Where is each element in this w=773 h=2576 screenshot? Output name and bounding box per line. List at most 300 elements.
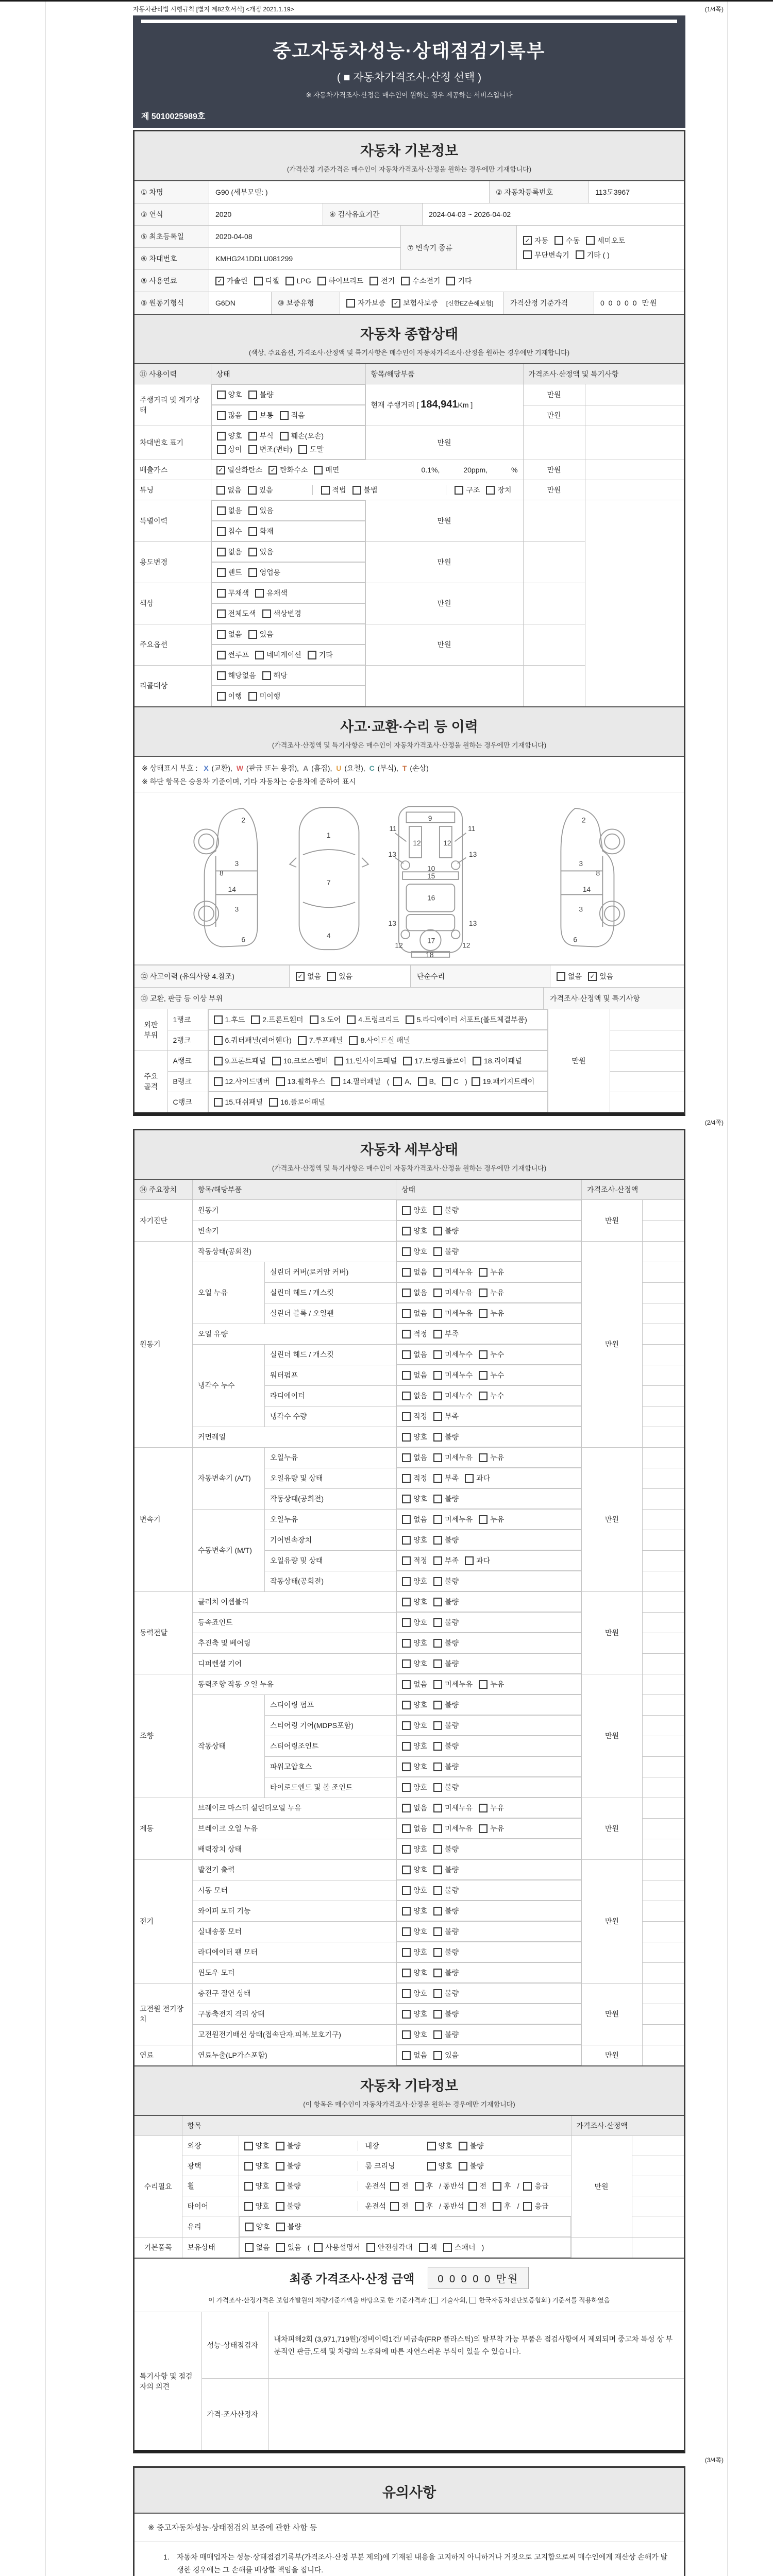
checkbox-label: 없음 bbox=[413, 1392, 428, 1400]
checkbox-19.패키지트레이[interactable] bbox=[472, 1076, 535, 1087]
checkbox-훼손(오손)[interactable] bbox=[280, 431, 324, 441]
checkbox-전체도색[interactable] bbox=[217, 608, 256, 619]
checkbox-불량[interactable] bbox=[276, 2201, 301, 2211]
checkbox-가솔린[interactable] bbox=[215, 276, 248, 286]
checkbox-10.크로스멤버[interactable] bbox=[272, 1056, 328, 1066]
checkbox-미세누유[interactable] bbox=[433, 1452, 473, 1463]
checkbox-label: 불량 bbox=[445, 1659, 459, 1668]
checkbox-기타[interactable] bbox=[446, 276, 472, 286]
checkbox-없음[interactable] bbox=[402, 1514, 427, 1524]
checkbox-적정[interactable] bbox=[402, 1555, 427, 1566]
checkbox-양호[interactable] bbox=[402, 1576, 427, 1586]
checkbox-누수[interactable] bbox=[479, 1370, 504, 1380]
checkbox-자동[interactable] bbox=[523, 235, 548, 246]
item-label: 원동기 bbox=[193, 1200, 396, 1221]
checkbox-box bbox=[433, 1206, 442, 1215]
checkbox-box bbox=[255, 589, 264, 598]
checkbox-불량[interactable] bbox=[433, 1535, 459, 1545]
cleaning-checks bbox=[427, 2161, 490, 2171]
checkbox-8.사이드실 패널[interactable] bbox=[349, 1035, 410, 1045]
checkbox-없음[interactable] bbox=[402, 1267, 427, 1277]
checkbox-디젤[interactable] bbox=[254, 276, 279, 286]
checkbox-전[interactable] bbox=[468, 2181, 487, 2191]
polish-checks bbox=[244, 2161, 358, 2171]
checkbox-누유[interactable] bbox=[479, 1679, 504, 1689]
checkbox-기타[interactable] bbox=[308, 650, 333, 660]
checkbox-18.리어패널[interactable] bbox=[473, 1056, 522, 1066]
price-note-cell bbox=[643, 1798, 684, 1818]
checkbox-1.후드[interactable] bbox=[214, 1014, 245, 1025]
checkbox-양호[interactable] bbox=[402, 1844, 427, 1854]
price-note-cell bbox=[643, 1241, 684, 1262]
checkbox-불량[interactable] bbox=[433, 1865, 459, 1875]
checkbox-미세누유[interactable] bbox=[433, 1803, 473, 1813]
checkbox-양호[interactable] bbox=[402, 2009, 427, 2019]
checkbox-과다[interactable] bbox=[465, 1555, 490, 1566]
checkbox-수동[interactable] bbox=[554, 235, 580, 246]
checkbox-변조(변타)[interactable] bbox=[248, 444, 292, 454]
checkbox-불량[interactable] bbox=[433, 1617, 459, 1628]
checkbox-누유[interactable] bbox=[479, 1514, 504, 1524]
state-checks bbox=[396, 1818, 581, 1839]
checkbox-box bbox=[402, 1783, 411, 1792]
checkbox-label: 양호 bbox=[413, 1845, 428, 1853]
checkbox-누유[interactable] bbox=[479, 1452, 504, 1463]
checkbox-불량[interactable] bbox=[433, 1576, 459, 1586]
checkbox-상이[interactable] bbox=[217, 444, 242, 454]
checkbox-label: 미세누유 bbox=[445, 1289, 473, 1297]
checkbox-2.프론트휀더[interactable] bbox=[251, 1014, 303, 1025]
checkbox-응급[interactable] bbox=[523, 2181, 548, 2191]
checkbox-없음[interactable] bbox=[402, 1823, 427, 1834]
checkbox-label: 전기 bbox=[381, 277, 395, 285]
checkbox-box: ✓ bbox=[588, 972, 597, 981]
checkbox-없음[interactable] bbox=[402, 2050, 427, 2060]
checkbox-미세누유[interactable] bbox=[433, 1267, 473, 1277]
checkbox-box bbox=[402, 1474, 411, 1483]
checkbox-화재[interactable] bbox=[248, 526, 274, 536]
checkbox-LPG[interactable] bbox=[285, 277, 311, 285]
checkbox-label: 하이브리드 bbox=[328, 277, 364, 285]
checkbox-양호[interactable] bbox=[402, 1226, 427, 1236]
checkbox-없음[interactable] bbox=[402, 1391, 427, 1401]
checkbox-적정[interactable] bbox=[402, 1411, 427, 1421]
checkbox-부족[interactable] bbox=[433, 1473, 459, 1483]
checkbox-box bbox=[433, 1783, 442, 1792]
checkbox-label: 양호 bbox=[413, 1598, 428, 1606]
check-group-text: 운전석 bbox=[365, 2182, 386, 2190]
checkbox-적법[interactable] bbox=[321, 485, 346, 495]
checkbox-있음[interactable] bbox=[276, 2242, 301, 2252]
checkbox-미이행[interactable] bbox=[248, 691, 281, 701]
checkbox-미세누유[interactable] bbox=[433, 1514, 473, 1524]
checkbox-누수[interactable] bbox=[479, 1391, 504, 1401]
checkbox-box bbox=[554, 236, 563, 245]
document bbox=[133, 2, 724, 2576]
checkbox-양호[interactable] bbox=[402, 1885, 427, 1895]
checkbox-양호[interactable] bbox=[402, 2029, 427, 2040]
checkbox-7.루프패널[interactable] bbox=[298, 1035, 343, 1045]
checkbox-16.플로어패널[interactable] bbox=[269, 1097, 325, 1107]
checkbox-양호[interactable] bbox=[402, 1741, 427, 1751]
checkbox-불량[interactable] bbox=[276, 2141, 301, 2151]
checkbox-불량[interactable] bbox=[433, 1720, 459, 1731]
checkbox-불량[interactable] bbox=[433, 1246, 459, 1257]
page-guide-right bbox=[727, 2, 728, 2576]
checkbox-없음[interactable] bbox=[402, 1452, 427, 1463]
checkbox-한국자동차진단보증협회[interactable] bbox=[469, 2295, 547, 2304]
checkbox-양호[interactable] bbox=[402, 1947, 427, 1957]
checkbox-없음[interactable] bbox=[402, 1287, 427, 1298]
checkbox-탄화수소[interactable] bbox=[268, 465, 308, 475]
checkbox-label: 불량 bbox=[445, 1886, 459, 1894]
checkbox-양호[interactable] bbox=[245, 2222, 270, 2232]
checkbox-양호[interactable] bbox=[402, 1494, 427, 1504]
accident-history-label: ⑫ 사고이력 (유의사항 4.참조) bbox=[135, 965, 290, 987]
checkbox-box bbox=[557, 972, 565, 981]
checkbox-불량[interactable] bbox=[433, 1494, 459, 1504]
checkbox-13.휠하우스[interactable] bbox=[276, 1076, 326, 1087]
checkbox-누유[interactable] bbox=[479, 1308, 504, 1318]
checkbox-후[interactable] bbox=[493, 2201, 511, 2211]
checkbox-렌트[interactable] bbox=[217, 567, 242, 578]
subitem-label: 워터펌프 bbox=[265, 1365, 396, 1385]
checkbox-A,[interactable] bbox=[393, 1077, 411, 1086]
page-marker-1: (1/4쪽) bbox=[704, 6, 724, 13]
checkbox-부족[interactable] bbox=[433, 1329, 459, 1339]
checkbox-양호[interactable] bbox=[402, 1865, 427, 1875]
checkbox-양호[interactable] bbox=[402, 1700, 427, 1710]
checkbox-썬루프[interactable] bbox=[217, 650, 249, 660]
checkbox-잭[interactable] bbox=[419, 2242, 438, 2252]
checkbox-box bbox=[433, 1309, 442, 1318]
price-note-cell bbox=[523, 426, 585, 460]
checkbox-3.도어[interactable] bbox=[310, 1014, 341, 1025]
svg-text:13: 13 bbox=[468, 920, 477, 928]
checkbox-보험사보증[interactable] bbox=[392, 298, 438, 308]
transmission-checks-row2 bbox=[523, 250, 616, 260]
checkbox-양호[interactable] bbox=[402, 1246, 427, 1257]
summary-row-tuning bbox=[135, 480, 684, 500]
notice-item bbox=[163, 2551, 668, 2576]
checkbox-장치[interactable] bbox=[486, 485, 511, 495]
checkbox-양호[interactable] bbox=[402, 1906, 427, 1916]
checkbox-불량[interactable] bbox=[459, 2161, 484, 2171]
checkbox-불량[interactable] bbox=[433, 1968, 459, 1978]
checkbox-불량[interactable] bbox=[433, 1226, 459, 1236]
checkbox-box bbox=[402, 1412, 411, 1421]
wheel-label: 휠 bbox=[182, 2176, 239, 2196]
checkbox-불량[interactable] bbox=[433, 1658, 459, 1669]
summary-col-item: 항목/해당부품 bbox=[365, 364, 523, 384]
page-marker-3: (3/4쪽) bbox=[704, 2456, 724, 2464]
checkbox-무채색[interactable] bbox=[217, 588, 249, 598]
item-label: 구동축전지 격리 상태 bbox=[193, 2004, 396, 2024]
checkbox-없음[interactable] bbox=[216, 485, 242, 495]
checkbox-누유[interactable] bbox=[479, 1823, 504, 1834]
checkbox-누유[interactable] bbox=[479, 1803, 504, 1813]
svg-text:14: 14 bbox=[582, 885, 591, 893]
checkbox-무단변속기[interactable] bbox=[523, 250, 569, 260]
checkbox-있음[interactable] bbox=[248, 485, 273, 495]
checkbox-해당[interactable] bbox=[262, 670, 288, 681]
checkbox-색상변경[interactable] bbox=[262, 608, 301, 619]
checkbox-있음[interactable] bbox=[248, 547, 274, 557]
checkbox-양호[interactable] bbox=[244, 2181, 270, 2191]
checkbox-6.쿼터패널(리어휀다)[interactable] bbox=[214, 1035, 292, 1045]
checkbox-box bbox=[402, 1762, 411, 1771]
checkbox-14.필러패널[interactable] bbox=[331, 1076, 381, 1087]
price-note-cell bbox=[643, 1962, 684, 1983]
checkbox-label: 적법 bbox=[332, 486, 346, 494]
checkbox-침수[interactable] bbox=[217, 526, 242, 536]
page-1-box bbox=[133, 130, 685, 1116]
checkbox-불량[interactable] bbox=[433, 1782, 459, 1792]
checkbox-미세누수[interactable] bbox=[433, 1391, 473, 1401]
checkbox-미세누수[interactable] bbox=[433, 1349, 473, 1360]
checkbox-미세누유[interactable] bbox=[433, 1287, 473, 1298]
checkbox-15.대쉬패널[interactable] bbox=[214, 1097, 263, 1107]
checkbox-스패너[interactable] bbox=[443, 2242, 476, 2252]
state-checks bbox=[396, 2004, 581, 2024]
status-code-C: C bbox=[369, 764, 375, 772]
checkbox-전[interactable] bbox=[390, 2201, 409, 2211]
price-note-cell bbox=[523, 665, 585, 706]
checkbox-없음[interactable] bbox=[217, 547, 242, 557]
checkbox-불량[interactable] bbox=[248, 389, 274, 400]
checkbox-box bbox=[455, 486, 463, 495]
checkbox-미세누유[interactable] bbox=[433, 1679, 473, 1689]
checkbox-label: 불량 bbox=[469, 2142, 484, 2150]
checkbox-자가보증[interactable] bbox=[346, 298, 385, 308]
checkbox-불량[interactable] bbox=[433, 1205, 459, 1215]
checkbox-box: ✓ bbox=[523, 236, 532, 245]
checkbox-불량[interactable] bbox=[433, 1700, 459, 1710]
checkbox-9.프론트패널[interactable] bbox=[214, 1056, 266, 1066]
checkbox-누수[interactable] bbox=[479, 1349, 504, 1360]
simple-repair-checks bbox=[550, 965, 684, 987]
checkbox-없음[interactable] bbox=[402, 1308, 427, 1318]
checkbox-불량[interactable] bbox=[433, 1906, 459, 1916]
checkbox-전[interactable] bbox=[468, 2201, 487, 2211]
checkbox-label: 매연 bbox=[325, 466, 340, 474]
checkbox-없음[interactable] bbox=[402, 1370, 427, 1380]
checkbox-label: 10.크로스멤버 bbox=[283, 1057, 328, 1065]
subitem-label: 실린더 헤드 / 개스킷 bbox=[265, 1344, 396, 1365]
summary-title: 자동차 종합상태 bbox=[360, 327, 459, 342]
checkbox-불량[interactable] bbox=[433, 2029, 459, 2040]
checkbox-양호[interactable] bbox=[402, 1535, 427, 1545]
checkbox-양호[interactable] bbox=[402, 1968, 427, 1978]
checkbox-도말[interactable] bbox=[298, 444, 324, 454]
checkbox-안전삼각대[interactable] bbox=[366, 2242, 413, 2252]
checkbox-없음[interactable] bbox=[217, 505, 242, 516]
checkbox-기술사회,[interactable] bbox=[431, 2295, 467, 2304]
checkbox-label: 부족 bbox=[445, 1412, 459, 1420]
checkbox-box bbox=[402, 1845, 411, 1854]
checkbox-후[interactable] bbox=[493, 2181, 511, 2191]
checkbox-양호[interactable] bbox=[402, 1782, 427, 1792]
price-note-cell bbox=[643, 1385, 684, 1406]
checkbox-4.트렁크리드[interactable] bbox=[347, 1014, 399, 1025]
engine-label: ⑨ 원동기형식 bbox=[135, 292, 209, 314]
checkbox-양호[interactable] bbox=[217, 389, 242, 400]
checkbox-B,[interactable] bbox=[418, 1077, 436, 1086]
checkbox-label: 양호 bbox=[255, 2142, 270, 2150]
checkbox-이행[interactable] bbox=[217, 691, 242, 701]
checkbox-누유[interactable] bbox=[479, 1287, 504, 1298]
checkbox-box bbox=[433, 1289, 442, 1297]
state-checks bbox=[396, 1365, 581, 1385]
checkbox-불량[interactable] bbox=[433, 1947, 459, 1957]
checkbox-양호[interactable] bbox=[402, 1988, 427, 1998]
checkbox-세미오토[interactable] bbox=[586, 235, 625, 246]
checkbox-양호[interactable] bbox=[402, 1720, 427, 1731]
checkbox-수소전기[interactable] bbox=[401, 276, 440, 286]
summary-row-color bbox=[135, 583, 684, 624]
checkbox-양호[interactable] bbox=[402, 1658, 427, 1669]
opinion-label: 특기사항 및 점검자의 의견 bbox=[135, 2312, 201, 2450]
checkbox-하이브리드[interactable] bbox=[317, 276, 364, 286]
checkbox-양호[interactable] bbox=[402, 1617, 427, 1628]
checkbox-미세누수[interactable] bbox=[433, 1370, 473, 1380]
checkbox-양호[interactable] bbox=[244, 2201, 270, 2211]
polish-cell bbox=[239, 2156, 571, 2176]
checkbox-불량[interactable] bbox=[433, 1597, 459, 1607]
checkbox-label: 후 bbox=[426, 2202, 433, 2210]
checkbox-없음[interactable] bbox=[245, 2242, 270, 2252]
checkbox-11.인사이드패널[interactable] bbox=[334, 1056, 397, 1066]
checkbox-5.라디에이터 서포트(볼트체결부품)[interactable] bbox=[406, 1014, 527, 1025]
checkbox-불량[interactable] bbox=[433, 1638, 459, 1648]
checkbox-구조[interactable] bbox=[455, 485, 480, 495]
checkbox-label: 양호 bbox=[413, 1721, 428, 1730]
checkbox-불량[interactable] bbox=[433, 1761, 459, 1772]
checkbox-매연[interactable] bbox=[314, 465, 339, 475]
checkbox-후[interactable] bbox=[415, 2201, 433, 2211]
checkbox-없음[interactable] bbox=[557, 971, 582, 981]
checkbox-없음[interactable] bbox=[217, 629, 242, 639]
state-checks bbox=[396, 1612, 581, 1633]
checkbox-불량[interactable] bbox=[433, 2009, 459, 2019]
checkbox-없음[interactable] bbox=[402, 1349, 427, 1360]
checkbox-label: 양호 bbox=[413, 1659, 428, 1668]
checkbox-부족[interactable] bbox=[433, 1555, 459, 1566]
checkbox-적정[interactable] bbox=[402, 1329, 427, 1339]
checkbox-17.트렁크플로어[interactable] bbox=[403, 1056, 466, 1066]
checkbox-양호[interactable] bbox=[244, 2141, 270, 2151]
checkbox-부식[interactable] bbox=[248, 431, 274, 441]
price-note-cell bbox=[643, 1901, 684, 1921]
checkbox-전[interactable] bbox=[390, 2181, 409, 2191]
checkbox-C[interactable] bbox=[442, 1077, 459, 1086]
checkbox-불량[interactable] bbox=[433, 1885, 459, 1895]
checkbox-보통[interactable] bbox=[248, 410, 274, 420]
checkbox-사용설명서[interactable] bbox=[314, 2242, 360, 2252]
item-label: 윈도우 모터 bbox=[193, 1962, 396, 1983]
checkbox-box bbox=[479, 1680, 488, 1689]
checkbox-없음[interactable] bbox=[402, 1803, 427, 1813]
checkbox-불량[interactable] bbox=[276, 2181, 301, 2191]
checkbox-양호[interactable] bbox=[244, 2161, 270, 2171]
checkbox-label: 불량 bbox=[445, 1742, 459, 1750]
checkbox-미세누유[interactable] bbox=[433, 1823, 473, 1834]
mileage-item: 현재 주행거리 [ 184,941Km ] bbox=[365, 384, 523, 426]
checkbox-양호[interactable] bbox=[402, 1432, 427, 1442]
price-note-cell bbox=[523, 583, 585, 624]
checkbox-네비게이션[interactable] bbox=[255, 650, 301, 660]
checkbox-불량[interactable] bbox=[459, 2141, 484, 2151]
checkbox-불량[interactable] bbox=[433, 1432, 459, 1442]
checkbox-적음[interactable] bbox=[280, 410, 305, 420]
checkbox-양호[interactable] bbox=[402, 1926, 427, 1937]
checkbox-유채색[interactable] bbox=[255, 588, 288, 598]
checkbox-전기[interactable] bbox=[369, 276, 395, 286]
price-note-cell bbox=[610, 1050, 684, 1071]
checkbox-없음[interactable] bbox=[296, 971, 321, 981]
checkbox-양호[interactable] bbox=[402, 1761, 427, 1772]
checkbox-불량[interactable] bbox=[433, 1926, 459, 1937]
checkbox-있음[interactable] bbox=[433, 2050, 459, 2060]
checkbox-후[interactable] bbox=[415, 2181, 433, 2191]
checkbox-양호[interactable] bbox=[217, 431, 242, 441]
checkbox-불량[interactable] bbox=[276, 2161, 301, 2171]
summary-col-usage: ⑪ 사용이력 bbox=[135, 364, 211, 384]
checkbox-불량[interactable] bbox=[276, 2222, 301, 2232]
opinion-row-appraiser bbox=[135, 2379, 684, 2450]
svg-text:12: 12 bbox=[395, 941, 403, 950]
tire-detail-checks bbox=[365, 2201, 555, 2211]
item-label: 충전구 절연 상태 bbox=[193, 1983, 396, 2004]
checkbox-적정[interactable] bbox=[402, 1473, 427, 1483]
subitem-label: 오일누유 bbox=[265, 1447, 396, 1468]
checkbox-양호[interactable] bbox=[402, 1597, 427, 1607]
checkbox-불법[interactable] bbox=[352, 485, 378, 495]
checkbox-box bbox=[248, 486, 257, 495]
checkbox-영업용[interactable] bbox=[248, 567, 281, 578]
checkbox-해당없음[interactable] bbox=[217, 670, 256, 681]
price-cell: 만원 bbox=[523, 480, 585, 500]
checkbox-일산화탄소[interactable] bbox=[216, 465, 263, 475]
summary-row-usage bbox=[135, 541, 684, 583]
checkbox-양호[interactable] bbox=[427, 2141, 452, 2151]
checkbox-누유[interactable] bbox=[479, 1267, 504, 1277]
checkbox-label: 해당 bbox=[273, 671, 288, 680]
checkbox-12.사이드멤버[interactable] bbox=[214, 1076, 270, 1087]
checkbox-있음[interactable] bbox=[248, 629, 274, 639]
checkbox-있음[interactable] bbox=[327, 971, 352, 981]
checkbox-있음[interactable] bbox=[588, 971, 613, 981]
checkbox-많음[interactable] bbox=[217, 410, 242, 420]
checkbox-응급[interactable] bbox=[523, 2201, 548, 2211]
checkbox-불량[interactable] bbox=[433, 1844, 459, 1854]
checkbox-없음[interactable] bbox=[402, 1679, 427, 1689]
checkbox-과다[interactable] bbox=[465, 1473, 490, 1483]
checkbox-있음[interactable] bbox=[248, 505, 274, 516]
checkbox-양호[interactable] bbox=[402, 1638, 427, 1648]
checkbox-불량[interactable] bbox=[433, 1988, 459, 1998]
checkbox-미세누유[interactable] bbox=[433, 1308, 473, 1318]
detail-row bbox=[135, 1241, 684, 1262]
checkbox-불량[interactable] bbox=[433, 1741, 459, 1751]
checkbox-부족[interactable] bbox=[433, 1411, 459, 1421]
checkbox-기타 ( )[interactable] bbox=[576, 250, 610, 260]
checkbox-양호[interactable] bbox=[427, 2161, 452, 2171]
price-note-cell bbox=[643, 1221, 684, 1241]
checkbox-양호[interactable] bbox=[402, 1205, 427, 1215]
tire-checks bbox=[244, 2201, 358, 2211]
exterior-cell bbox=[239, 2136, 571, 2156]
